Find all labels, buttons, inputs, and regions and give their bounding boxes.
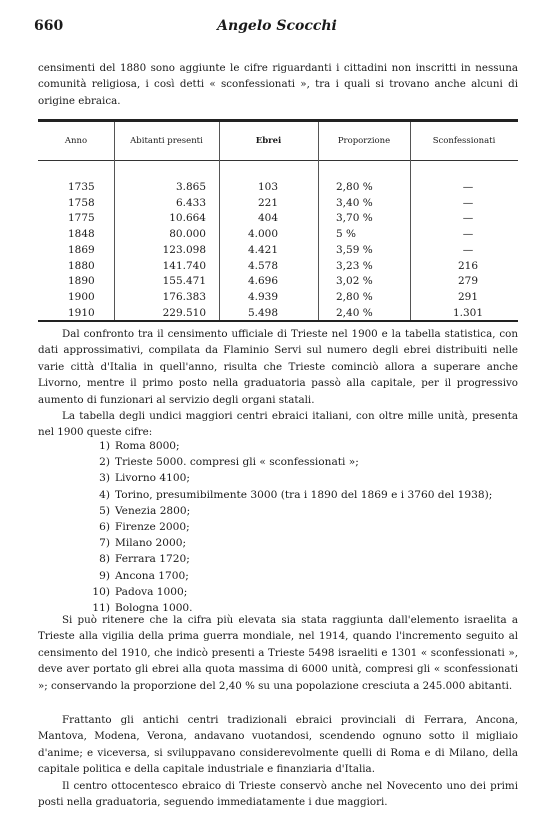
table-cell: 1758 bbox=[68, 196, 95, 209]
table-cell: 1775 bbox=[68, 212, 95, 225]
table-cell: 216 bbox=[457, 259, 479, 272]
table-cell: 103 bbox=[257, 181, 278, 193]
table-cell: 3,02 % bbox=[336, 275, 373, 288]
list-item-text: Livorno 4100; bbox=[115, 472, 190, 485]
table-cell: 3,59 % bbox=[336, 243, 373, 256]
list-item-number: 8) bbox=[99, 553, 110, 566]
table-cell: — bbox=[462, 181, 474, 193]
table-cell: 1869 bbox=[68, 243, 95, 256]
list-item bbox=[86, 503, 492, 519]
page-number: 660 bbox=[34, 18, 64, 34]
column-divider bbox=[318, 122, 319, 320]
list-item-number: 4) bbox=[99, 488, 110, 501]
running-header bbox=[34, 18, 520, 40]
table-cell: 3,70 % bbox=[336, 212, 373, 225]
list-item bbox=[86, 454, 492, 470]
list-item bbox=[86, 470, 492, 486]
city-list bbox=[86, 438, 492, 616]
list-item-text: Bologna 1000. bbox=[115, 602, 193, 615]
header-ebrei: Ebrei bbox=[255, 136, 282, 146]
paragraph-2 bbox=[38, 326, 518, 441]
table-cell: 1848 bbox=[68, 228, 95, 241]
table-cell: 1890 bbox=[68, 275, 95, 288]
list-item-text: Padova 1000; bbox=[115, 585, 188, 598]
list-item bbox=[86, 438, 492, 454]
table-cell: 141.740 bbox=[162, 259, 206, 272]
table-cell: 4.696 bbox=[247, 275, 278, 288]
table-cell: 1910 bbox=[68, 306, 95, 319]
table-cell: 1735 bbox=[68, 181, 95, 193]
paragraph-2a: Dal confronto tra il censimento ufficiale di Trieste nel 1900 e la tabella statistica, con dati approssimativi, compilata da Flaminio Servi sul numero degli ebrei distribuiti nelle varie città d'Italia in quell'anno, risulta che Trieste cominciò allora a superare anche Livorno, mentre il primo posto nella graduatoria passò alla capitale, per il progressivo aumento di funzionari al servizio degli organi statali. bbox=[38, 328, 518, 406]
column-divider bbox=[219, 122, 220, 320]
table-cell: 4.000 bbox=[247, 228, 278, 241]
table-cell: 3.865 bbox=[175, 181, 206, 193]
table-cell: 291 bbox=[457, 290, 479, 303]
list-item-number: 7) bbox=[99, 537, 110, 550]
header-sconfessionati: Sconfessionati bbox=[432, 136, 496, 146]
table-cell: — bbox=[462, 196, 474, 209]
header-proporzione: Proporzione bbox=[337, 136, 391, 146]
table-cell: 2,80 % bbox=[336, 181, 373, 193]
table-cell: 1880 bbox=[68, 259, 95, 272]
paragraph-4a: Frattanto gli antichi centri tradizionali ebraici provinciali di Ferrara, Ancona, Mantova, Modena, Verona, andavano vuotandosi, scendendo ognuno sotto il migliaio d'anime; e viceversa, si sviluppavano considerevolmente quelli di Roma e di Milano, della capitale politica e della capitale industriale e finanziaria d'Italia. bbox=[38, 714, 518, 776]
column-ebrei bbox=[226, 180, 278, 321]
table-cell: — bbox=[462, 243, 474, 256]
list-item bbox=[86, 535, 492, 551]
column-abitanti bbox=[134, 180, 206, 321]
table-cell: — bbox=[462, 228, 474, 241]
table-cell: 80.000 bbox=[169, 228, 206, 241]
list-item bbox=[86, 487, 492, 503]
list-item-number: 10) bbox=[92, 585, 110, 598]
table-cell: 2,80 % bbox=[336, 290, 373, 303]
table-header-rule bbox=[38, 160, 518, 161]
running-head-author: Angelo Scocchi bbox=[217, 18, 337, 34]
list-item-text: Firenze 2000; bbox=[115, 521, 190, 534]
paragraph-3: Si può ritenere che la cifra più elevata sia stata raggiunta dall'elemento israelita a Trieste alla vigilia della prima guerra mondiale, nel 1914, quando l'incremento seguito al censimento del 1910, che indicò presenti a Trieste 5498 israeliti e 1301 « sconfessionati », deve aver portato gli ebrei alla quota massima di 6000 unità, compresi gli « sconfessionati »; conservando la proporzione del 2,40 % su una popolazione cresciuta a 245.000 abitanti. bbox=[38, 614, 518, 692]
table-cell: 4.939 bbox=[247, 290, 278, 303]
list-item bbox=[86, 568, 492, 584]
table-cell: 1900 bbox=[68, 290, 95, 303]
list-item-text: Venezia 2800; bbox=[115, 504, 191, 517]
list-item-number: 11) bbox=[92, 602, 110, 615]
table-cell: 229.510 bbox=[162, 306, 206, 319]
column-divider bbox=[114, 122, 115, 320]
table-cell: 221 bbox=[257, 196, 278, 209]
table-cell: 4.421 bbox=[247, 243, 278, 256]
table-cell: 279 bbox=[457, 275, 479, 288]
header-abitanti: Abitanti presenti bbox=[130, 136, 203, 146]
table-cell: 5.498 bbox=[247, 306, 278, 319]
list-item-text: Ancona 1700; bbox=[115, 569, 189, 582]
list-item-number: 2) bbox=[99, 456, 110, 469]
column-proporzione bbox=[336, 180, 396, 321]
list-item-text: Trieste 5000. compresi gli « sconfessionati »; bbox=[115, 456, 359, 469]
table-cell: 2,40 % bbox=[336, 306, 373, 319]
paragraph-4 bbox=[38, 712, 518, 810]
table-cell: 10.664 bbox=[169, 212, 206, 225]
table-cell: 123.098 bbox=[162, 243, 206, 256]
table-cell: 6.433 bbox=[175, 196, 206, 209]
table-cell: 5 % bbox=[336, 228, 356, 241]
paragraph-4b: Il centro ottocentesco ebraico di Trieste conservò anche nel Novecento uno dei primi posti nella graduatoria, seguendo immediatamente i due maggiori. bbox=[38, 779, 518, 809]
list-item-number: 6) bbox=[99, 521, 110, 534]
intro-paragraph: censimenti del 1880 sono aggiunte le cifre riguardanti i cittadini non inscritti in nessuna comunità religiosa, i così detti « sconfessionati », tra i quali si trovano anche alcuni di origine ebraica. bbox=[38, 62, 518, 107]
table-cell: 1.301 bbox=[452, 306, 484, 319]
list-item-number: 5) bbox=[99, 504, 110, 517]
header-anno: Anno bbox=[64, 136, 88, 146]
list-item-text: Torino, presumibilmente 3000 (tra i 1890 del 1869 e i 3760 del 1938); bbox=[115, 488, 493, 501]
population-table bbox=[38, 119, 518, 322]
list-item-number: 1) bbox=[99, 440, 110, 452]
list-item-number: 3) bbox=[99, 472, 110, 485]
list-item bbox=[86, 584, 492, 600]
list-item-text: Roma 8000; bbox=[115, 440, 180, 452]
table-cell: 4.578 bbox=[247, 259, 278, 272]
table-cell: 404 bbox=[257, 212, 278, 225]
table-cell: 176.383 bbox=[162, 290, 206, 303]
table-cell: 3,40 % bbox=[336, 196, 373, 209]
list-item-text: Milano 2000; bbox=[115, 537, 187, 550]
list-item bbox=[86, 551, 492, 567]
list-item-number: 9) bbox=[99, 569, 110, 582]
column-sconfessionati bbox=[438, 180, 498, 321]
table-cell: 3,23 % bbox=[336, 259, 373, 272]
list-item bbox=[86, 519, 492, 535]
column-divider bbox=[410, 122, 411, 320]
list-item-text: Ferrara 1720; bbox=[115, 553, 190, 566]
table-cell: 155.471 bbox=[162, 275, 206, 288]
table-cell: — bbox=[462, 212, 474, 225]
column-anno bbox=[68, 180, 108, 321]
paragraph-2b: La tabella degli undici maggiori centri ebraici italiani, con oltre mille unità, presenta nel 1900 queste cifre: bbox=[38, 410, 518, 439]
